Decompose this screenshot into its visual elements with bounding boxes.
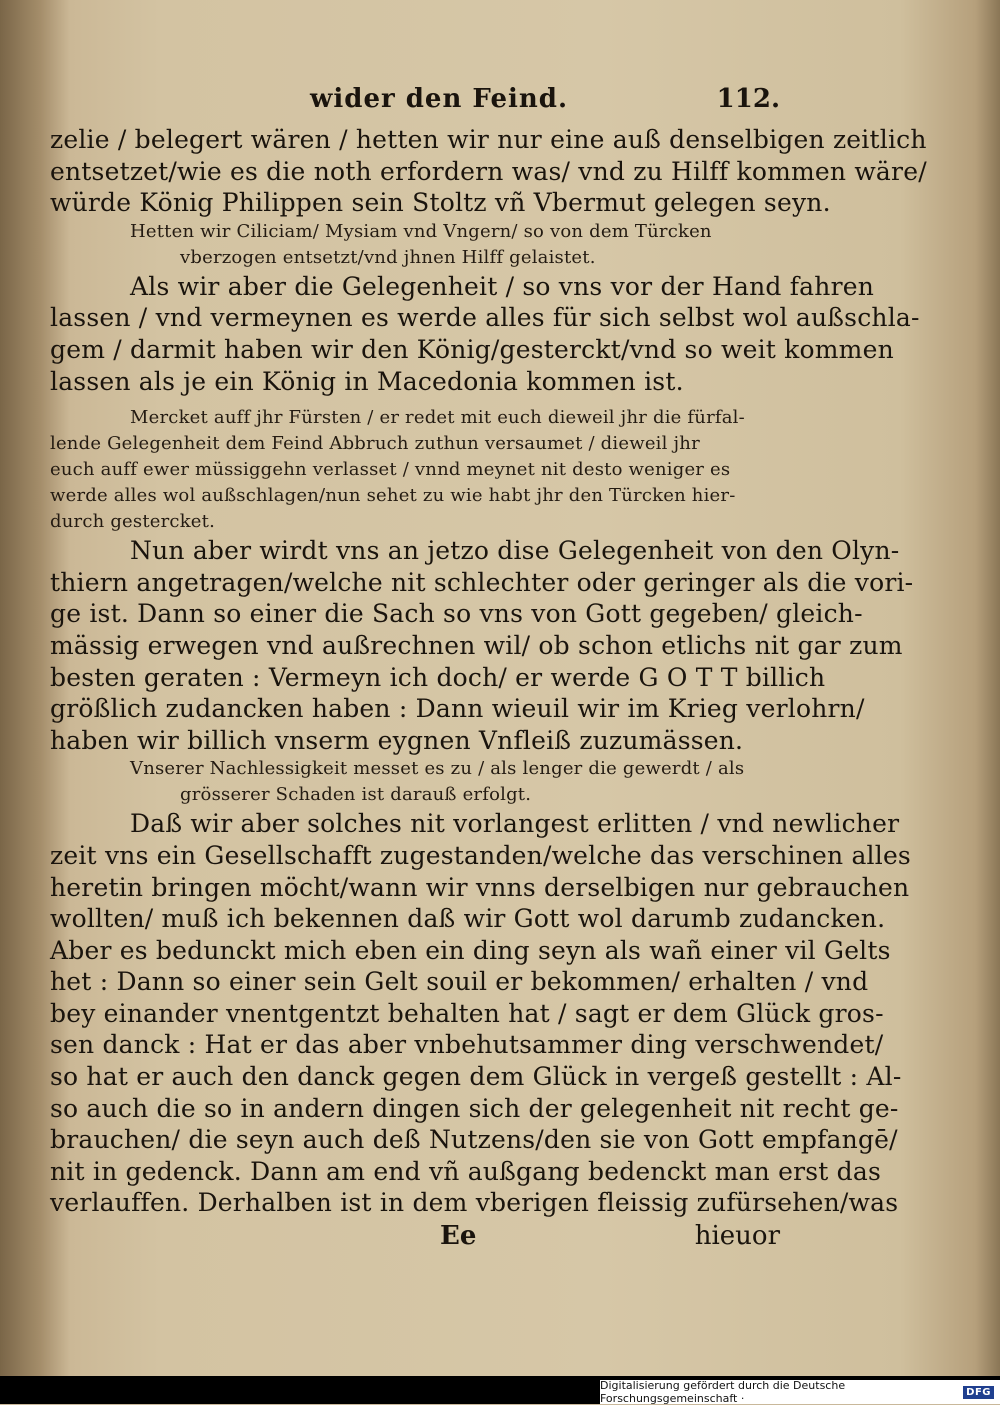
text-line: het : Dann so einer sein Gelt souil er bekommen/ erhalten / vnd [50,967,869,997]
text-line: besten geraten : Vermeyn ich doch/ er werde G O T T billich [50,662,826,692]
text-line: verlauffen. Derhalben ist in dem vberigen fleissig zufürsehen/was [50,1188,899,1218]
commentary-line: euch auff ewer müssiggehn verlasset / vnnd meynet nit desto weniger es [50,459,731,481]
text-line: lassen / vnd vermeynen es werde alles für sich selbst wol außschla- [50,303,920,333]
commentary-line: werde alles wol außschlagen/nun sehet zu wie habt jhr den Türcken hier- [50,485,736,507]
text-line: entsetzet/wie es die noth erfordern was/ vnd zu Hilff kommen wäre/ [50,156,927,186]
running-header [50,80,780,124]
text-line: so auch die so in andern dingen sich der gelegenheit nit recht ge- [50,1093,899,1123]
text-line: Aber es bedunckt mich eben ein ding seyn als wañ einer vil Gelts [50,935,891,965]
text-line: brauchen/ die seyn auch deß Nutzens/den sie von Gott empfangē/ [50,1125,898,1155]
margin-note-line: vberzogen entsetzt/vnd jhnen Hilff gelaistet. [180,246,596,268]
text-line: größlich zudancken haben : Dann wieuil wir im Krieg verlohrn/ [50,694,865,724]
commentary-line: Mercket auff jhr Fürsten / er redet mit euch dieweil jhr die fürfal- [130,407,745,429]
text-line: Als wir aber die Gelegenheit / so vns vor der Hand fahren [130,271,875,301]
document-page [50,80,927,1260]
running-title: wider den Feind. [310,84,568,114]
text-line: thiern angetragen/welche nit schlechter oder geringer als die vori- [50,567,914,597]
margin-note-line: Hetten wir Ciliciam/ Mysiam vnd Vngern/ so von dem Türcken [130,220,712,242]
commentary-line: durch gestercket. [50,511,216,533]
page-foot [50,1219,780,1259]
text-line: Daß wir aber solches nit vorlangest erlitten / vnd newlicher [130,809,900,839]
text-line: mässig erwegen vnd außrechnen wil/ ob schon etlichs nit gar zum [50,630,903,660]
funding-footer [600,1380,1000,1404]
text-line: lassen als je ein König in Macedonia kommen ist. [50,366,684,396]
dfg-logo: DFG [963,1386,994,1399]
text-line: wollten/ muß ich bekennen daß wir Gott wol darumb zudancken. [50,904,886,934]
text-line: so hat er auch den danck gegen dem Glück in vergeß gestellt : Al- [50,1062,902,1092]
margin-note-line: Vnserer Nachlessigkeit messet es zu / als lenger die gewerdt / als [130,758,745,780]
margin-note-line: grösserer Schaden ist darauß erfolgt. [180,784,532,806]
text-line: Nun aber wirdt vns an jetzo dise Gelegenheit von den Olyn- [130,536,900,566]
text-line: heretin bringen möcht/wann wir vnns derselbigen nur gebrauchen [50,872,910,902]
catchword: hieuor [694,1221,780,1252]
text-line: zeit vns ein Gesellschafft zugestanden/welche das verschinen alles [50,840,911,870]
text-line: zelie / belegert wären / hetten wir nur eine auß denselbigen zeitlich [50,125,927,154]
text-line: nit in gedenck. Dann am end vñ außgang bedenckt man erst das [50,1156,882,1186]
commentary-line: lende Gelegenheit dem Feind Abbruch zuthun versaumet / dieweil jhr [50,433,700,455]
text-line: bey einander vnentgentzt behalten hat / sagt er dem Glück gros- [50,998,884,1028]
text-line: haben wir billich vnserm eygnen Vnfleiß zuzumässen. [50,725,744,755]
funding-text: Digitalisierung gefördert durch die Deutsche Forschungsgemeinschaft · [600,1379,846,1405]
text-line: gem / darmit haben wir den König/gesterckt/vnd so weit kommen [50,334,894,364]
signature-mark: Ee [440,1221,477,1252]
text-line: würde König Philippen sein Stoltz vñ Vbermut gelegen seyn. [50,188,831,218]
page-number: 112. [716,84,780,114]
text-line: ge ist. Dann so einer die Sach so vns von Gott gegeben/ gleich- [50,599,863,629]
text-line: sen danck : Hat er das aber vnbehutsammer ding verschwendet/ [50,1030,884,1060]
